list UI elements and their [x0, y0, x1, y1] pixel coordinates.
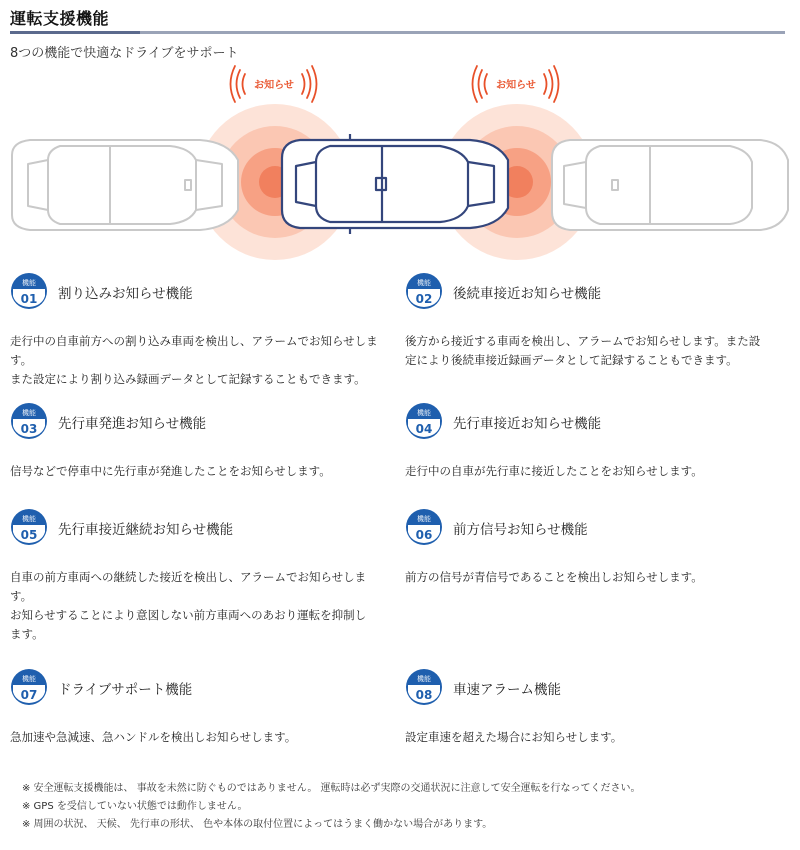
feature-description: [10, 332, 390, 389]
note-item: ※ 周囲の状況、 天候、 先行車の形状、 色や本体の取付位置によってはうまく働かない場合があります。: [22, 819, 493, 830]
alert-label-right: お知らせ: [496, 80, 536, 91]
badge-label: 機能: [417, 279, 431, 287]
feature-title: 先行車接近お知らせ機能: [453, 416, 602, 432]
badge-number: 02: [415, 292, 433, 306]
feature-title: 前方信号お知らせ機能: [453, 522, 588, 538]
badge-label: 機能: [417, 409, 431, 417]
badge-number: 05: [20, 528, 38, 542]
feature-description-line: ます。: [10, 627, 44, 641]
badge-label: 機能: [22, 675, 36, 683]
feature-description-line: 走行中の自車前方への割り込み車両を検出し、アラームでお知らせしま: [10, 334, 378, 348]
alert-label-left: お知らせ: [254, 80, 294, 91]
feature-description: [10, 568, 390, 644]
cars-illustration: [0, 60, 800, 260]
feature-badge: [405, 508, 443, 546]
feature-description: [405, 728, 785, 747]
feature-description: [405, 462, 785, 481]
badge-label: 機能: [22, 279, 36, 287]
feature-title: 割り込みお知らせ機能: [58, 286, 193, 302]
badge-number: 08: [415, 688, 433, 702]
feature-description: [10, 462, 390, 481]
badge-number: 01: [20, 292, 38, 306]
badge-number: 04: [415, 422, 433, 436]
page-subtitle: 8つの機能で快適なドライブをサポート: [10, 46, 239, 61]
feature-description-line: 後方から接近する車両を検出し、アラームでお知らせします。また設: [405, 334, 761, 348]
feature-description-line: す。: [10, 589, 33, 603]
feature-description: [405, 568, 785, 587]
feature-description-line: また設定により割り込み録画データとして記録することもできます。: [10, 372, 366, 386]
note-item: ※ 安全運転支援機能は、 事故を未然に防ぐものではありません。 運転時は必ず実際の交通状況に注意して安全運転を行なってください。: [22, 783, 641, 794]
feature-badge: [10, 668, 48, 706]
feature-description-line: 急加速や急減速、急ハンドルを検出しお知らせします。: [10, 730, 297, 744]
car-right: [552, 140, 788, 230]
note-item: ※ GPS を受信していない状態では動作しません。: [22, 801, 248, 812]
feature-description-line: お知らせすることにより意図しない前方車両へのあおり運転を抑制し: [10, 608, 367, 622]
feature-badge: [10, 272, 48, 310]
feature-description-line: 信号などで停車中に先行車が発進したことをお知らせします。: [10, 464, 331, 478]
feature-badge: [10, 508, 48, 546]
title-rule-accent: [10, 31, 140, 34]
notes: [22, 780, 641, 834]
badge-number: 06: [415, 528, 433, 542]
feature-description-line: 設定車速を超えた場合にお知らせします。: [405, 730, 623, 744]
feature-badge: [405, 272, 443, 310]
page-title: 運転支援機能: [10, 9, 110, 28]
feature-title: ドライブサポート機能: [58, 682, 193, 698]
header: [10, 6, 785, 29]
feature-description-line: 定により後続車接近録画データとして記録することもできます。: [405, 353, 738, 367]
feature-description-line: 走行中の自車が先行車に接近したことをお知らせします。: [405, 464, 703, 478]
badge-label: 機能: [22, 409, 36, 417]
feature-title: 後続車接近お知らせ機能: [453, 286, 602, 302]
badge-label: 機能: [22, 515, 36, 523]
badge-label: 機能: [417, 515, 431, 523]
feature-description: [10, 728, 390, 747]
feature-description-line: 前方の信号が青信号であることを検出しお知らせします。: [405, 570, 703, 584]
badge-label: 機能: [417, 675, 431, 683]
feature-description-line: 自車の前方車両への継続した接近を検出し、アラームでお知らせしま: [10, 570, 367, 584]
badge-number: 03: [20, 422, 38, 436]
car-left: [12, 140, 238, 230]
feature-description-line: す。: [10, 353, 33, 367]
feature-title: 車速アラーム機能: [453, 682, 561, 698]
feature-badge: [10, 402, 48, 440]
badge-number: 07: [20, 688, 38, 702]
car-own: [282, 134, 508, 234]
feature-description: [405, 332, 785, 370]
feature-title: 先行車接近継続お知らせ機能: [58, 522, 234, 538]
feature-title: 先行車発進お知らせ機能: [58, 416, 207, 432]
feature-badge: [405, 668, 443, 706]
feature-badge: [405, 402, 443, 440]
